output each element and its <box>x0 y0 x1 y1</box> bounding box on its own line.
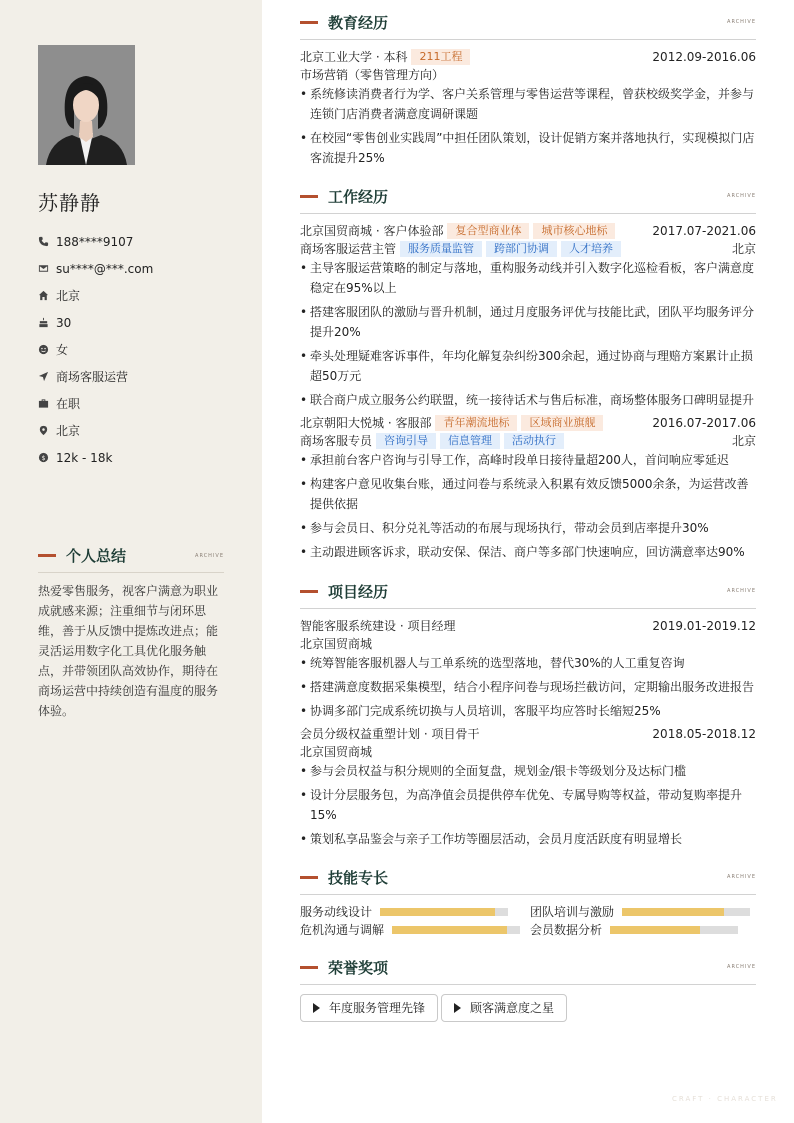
project-org-row <box>300 635 756 653</box>
project-org: 北京国贸商城 <box>300 745 373 759</box>
profile-photo <box>38 45 135 165</box>
education-section-header <box>300 12 756 40</box>
contact-phone <box>38 228 238 255</box>
job-bullet <box>300 542 756 562</box>
profile-name: 苏静静 <box>38 191 101 215</box>
award-badge <box>441 994 567 1022</box>
play-icon <box>313 1003 320 1013</box>
bullet-line: • 系统修读消费者行为学、客户关系管理与零售运营等课程，曾获校级奖学金，并参与 <box>310 87 755 101</box>
job-skill-tag: 服务质量监管 <box>400 241 482 257</box>
project-bullet <box>300 785 756 825</box>
contact-age-value: 30 <box>56 315 72 330</box>
archive-label: ARCHIVE <box>727 193 756 199</box>
send-icon <box>38 371 56 382</box>
education-bullet <box>300 84 756 124</box>
bullet-line: 连锁门店消费者满意度调研课题 <box>310 107 479 121</box>
play-icon <box>454 1003 461 1013</box>
job-tag: 城市核心地标 <box>533 223 615 239</box>
education-school: 北京工业大学 · 本科 <box>300 50 408 64</box>
contact-location-value: 北京 <box>56 424 81 438</box>
skills-section-header <box>300 867 756 895</box>
bullet-line: • 统筹智能客服机器人与工单系统的选型落地，替代30%的人工重复咨询 <box>310 656 685 670</box>
section-accent-bar <box>300 21 318 24</box>
svg-text:$: $ <box>41 453 46 462</box>
projects-title: 项目经历 <box>328 583 389 601</box>
bullet-line: 提升20% <box>310 325 361 339</box>
section-accent-bar <box>300 590 318 593</box>
education-tag: 211工程 <box>411 49 470 65</box>
contact-phone-value: 188****9107 <box>56 234 134 249</box>
education-bullet <box>300 128 756 168</box>
project-name: 会员分级权益重塑计划 · 项目骨干 <box>300 727 480 741</box>
skills-title: 技能专长 <box>328 869 389 887</box>
skill-item <box>300 903 508 921</box>
bullet-line: • 搭建满意度数据采集模型，结合小程序问卷与现场拦截访问，定期输出服务改进报告 <box>310 680 755 694</box>
job-role: 商场客服运营主管 <box>300 242 397 256</box>
contact-gender <box>38 336 238 363</box>
bullet-line: • 联合商户成立服务公约联盟，统一接待话术与售后标准，商场整体服务口碑明显提升 <box>310 393 755 407</box>
skill-bar-track <box>622 908 750 916</box>
contact-email <box>38 255 238 282</box>
education-major-row <box>300 66 756 84</box>
project-name: 智能客服系统建设 · 项目经理 <box>300 619 456 633</box>
contact-list <box>38 228 238 471</box>
project-bullet <box>300 761 756 781</box>
bullet-line: • 在校园“零售创业实践周”中担任团队策划，设计促销方案并落地执行，实现模拟门店 <box>310 131 755 145</box>
skill-item <box>530 903 750 921</box>
summary-text <box>38 581 224 721</box>
award-badge <box>300 994 438 1022</box>
job-skill-tag: 信息管理 <box>440 433 500 449</box>
projects-section-header <box>300 581 756 609</box>
job-role-row <box>300 240 756 258</box>
job-skill-tag: 活动执行 <box>504 433 564 449</box>
bullet-line: • 搭建客服团队的激励与晋升机制，通过月度服务评优与技能比武，团队平均服务评分 <box>310 305 755 319</box>
skill-bar-track <box>392 926 520 934</box>
contact-salary-value: 12k - 18k <box>56 450 113 465</box>
mail-icon <box>38 263 56 274</box>
bullet-line: 提供依据 <box>310 497 359 511</box>
work-section-header <box>300 186 756 214</box>
archive-label: ARCHIVE <box>727 19 756 25</box>
contact-email-value: su****@***.com <box>56 261 154 276</box>
bullet-line: 15% <box>310 808 337 822</box>
job-period: 2016.07-2017.06 <box>652 416 756 430</box>
salary-icon <box>38 452 56 463</box>
job-bullet <box>300 258 756 298</box>
contact-home <box>38 282 238 309</box>
job-company: 北京国贸商城 · 客户体验部 <box>300 224 444 238</box>
job-bullet <box>300 450 756 470</box>
archive-label: ARCHIVE <box>727 588 756 594</box>
summary-title: 个人总结 <box>66 547 127 565</box>
bullet-line: 稳定在95%以上 <box>310 281 397 295</box>
location-icon <box>38 425 56 436</box>
skill-bar-fill <box>380 908 495 916</box>
job-company-row <box>300 222 756 240</box>
bullet-line: • 设计分层服务包，为高净值会员提供停车优免、专属导购等权益，带动复购率提升 <box>310 788 743 802</box>
contact-status-value: 在职 <box>56 397 81 411</box>
contact-position-value: 商场客服运营 <box>56 370 129 384</box>
project-bullet <box>300 829 756 849</box>
award-name: 顾客满意度之星 <box>470 1001 555 1015</box>
awards-section-header <box>300 957 756 985</box>
briefcase-icon <box>38 398 56 409</box>
job-company: 北京朝阳大悦城 · 客服部 <box>300 416 432 430</box>
job-city: 北京 <box>731 434 756 448</box>
education-title: 教育经历 <box>328 14 389 32</box>
project-name-row <box>300 617 756 635</box>
education-school-row <box>300 48 756 66</box>
job-bullet <box>300 390 756 410</box>
section-accent-bar <box>300 966 318 969</box>
summary-line: 热爱零售服务，视客户满意为职业 <box>38 584 219 598</box>
section-accent-bar <box>38 554 56 557</box>
archive-label: ARCHIVE <box>195 553 224 559</box>
skill-name: 服务动线设计 <box>300 905 373 919</box>
project-period: 2018.05-2018.12 <box>652 727 756 741</box>
home-icon <box>38 290 56 301</box>
skill-item <box>530 921 738 939</box>
archive-label: ARCHIVE <box>727 874 756 880</box>
contact-location <box>38 417 238 444</box>
job-period: 2017.07-2021.06 <box>652 224 756 238</box>
contact-age <box>38 309 238 336</box>
job-skill-tag: 咨询引导 <box>376 433 436 449</box>
job-bullet <box>300 518 756 538</box>
job-company-row <box>300 414 756 432</box>
skill-bar-track <box>610 926 738 934</box>
job-skill-tag: 跨部门协调 <box>486 241 557 257</box>
contact-salary <box>38 444 238 471</box>
education-major: 市场营销（零售管理方向） <box>300 68 445 82</box>
job-bullet <box>300 474 756 514</box>
project-period: 2019.01-2019.12 <box>652 619 756 633</box>
bullet-line: • 参与会员权益与积分规则的全面复盘，规划金/银卡等级划分及达标门槛 <box>310 764 687 778</box>
archive-label: ARCHIVE <box>727 964 756 970</box>
project-bullet <box>300 701 756 721</box>
summary-line: 点，并带领团队高效协作，期待在 <box>38 664 219 678</box>
bullet-line: • 主导客服运营策略的制定与落地，重构服务动线并引入数字化巡检看板，客户满意度 <box>310 261 755 275</box>
bullet-line: • 承担前台客户咨询与引导工作，高峰时段单日接待量超200人，首问响应零延迟 <box>310 453 729 467</box>
bullet-line: • 策划私享品鉴会与亲子工作坊等圈层活动，会员月度活跃度有明显增长 <box>310 832 683 846</box>
skill-bar-fill <box>622 908 724 916</box>
job-tag: 青年潮流地标 <box>435 415 517 431</box>
skill-name: 危机沟通与调解 <box>300 923 385 937</box>
bullet-line: • 参与会员日、积分兑礼等活动的布展与现场执行，带动会员到店率提升30% <box>310 521 709 535</box>
work-title: 工作经历 <box>328 188 389 206</box>
summary-line: 成就感来源；注重细节与闭环思 <box>38 604 207 618</box>
job-bullet <box>300 302 756 342</box>
bullet-line: 超50万元 <box>310 369 362 383</box>
phone-icon <box>38 236 56 247</box>
job-bullet <box>300 346 756 386</box>
contact-home-value: 北京 <box>56 289 81 303</box>
bullet-line: • 牵头处理疑难客诉事件，年均化解复杂纠纷300余起，通过协商与理赔方案累计止损 <box>310 349 753 363</box>
summary-line: 商场运营中持续创造有温度的服务 <box>38 684 219 698</box>
watermark: CRAFT · CHARACTER <box>672 1095 778 1103</box>
skill-bar-fill <box>610 926 700 934</box>
sidebar <box>0 0 262 1123</box>
job-skill-tag: 人才培养 <box>561 241 621 257</box>
summary-section-header <box>38 545 224 573</box>
job-role-row <box>300 432 756 450</box>
cake-icon <box>38 317 56 328</box>
contact-status <box>38 390 238 417</box>
contact-gender-value: 女 <box>56 343 69 357</box>
gender-icon <box>38 344 56 355</box>
bullet-line: • 构建客户意见收集台账，通过问卷与系统录入积累有效反馈5000余条，为运营改善 <box>310 477 749 491</box>
skill-name: 团队培训与激励 <box>530 905 615 919</box>
award-name: 年度服务管理先锋 <box>329 1001 426 1015</box>
job-role: 商场客服专员 <box>300 434 373 448</box>
job-city: 北京 <box>731 242 756 256</box>
project-bullet <box>300 653 756 673</box>
project-bullet <box>300 677 756 697</box>
awards-title: 荣誉奖项 <box>328 959 389 977</box>
summary-line: 灵活运用数字化工具优化服务触 <box>38 644 207 658</box>
project-name-row <box>300 725 756 743</box>
section-accent-bar <box>300 876 318 879</box>
job-tag: 区域商业旗舰 <box>521 415 603 431</box>
bullet-line: 客流提升25% <box>310 151 385 165</box>
section-accent-bar <box>300 195 318 198</box>
contact-position <box>38 363 238 390</box>
job-tag: 复合型商业体 <box>447 223 529 239</box>
education-period: 2012.09-2016.06 <box>652 50 756 64</box>
bullet-line: • 协调多部门完成系统切换与人员培训，客服平均应答时长缩短25% <box>310 704 661 718</box>
bullet-line: • 主动跟进顾客诉求，联动安保、保洁、商户等多部门快速响应，回访满意率达90% <box>310 545 745 559</box>
project-org: 北京国贸商城 <box>300 637 373 651</box>
summary-line: 体验。 <box>38 704 75 718</box>
skill-name: 会员数据分析 <box>530 923 603 937</box>
skill-bar-fill <box>392 926 507 934</box>
project-org-row <box>300 743 756 761</box>
skill-item <box>300 921 520 939</box>
summary-line: 维，善于从反馈中提炼改进点；能 <box>38 624 219 638</box>
skill-bar-track <box>380 908 508 916</box>
